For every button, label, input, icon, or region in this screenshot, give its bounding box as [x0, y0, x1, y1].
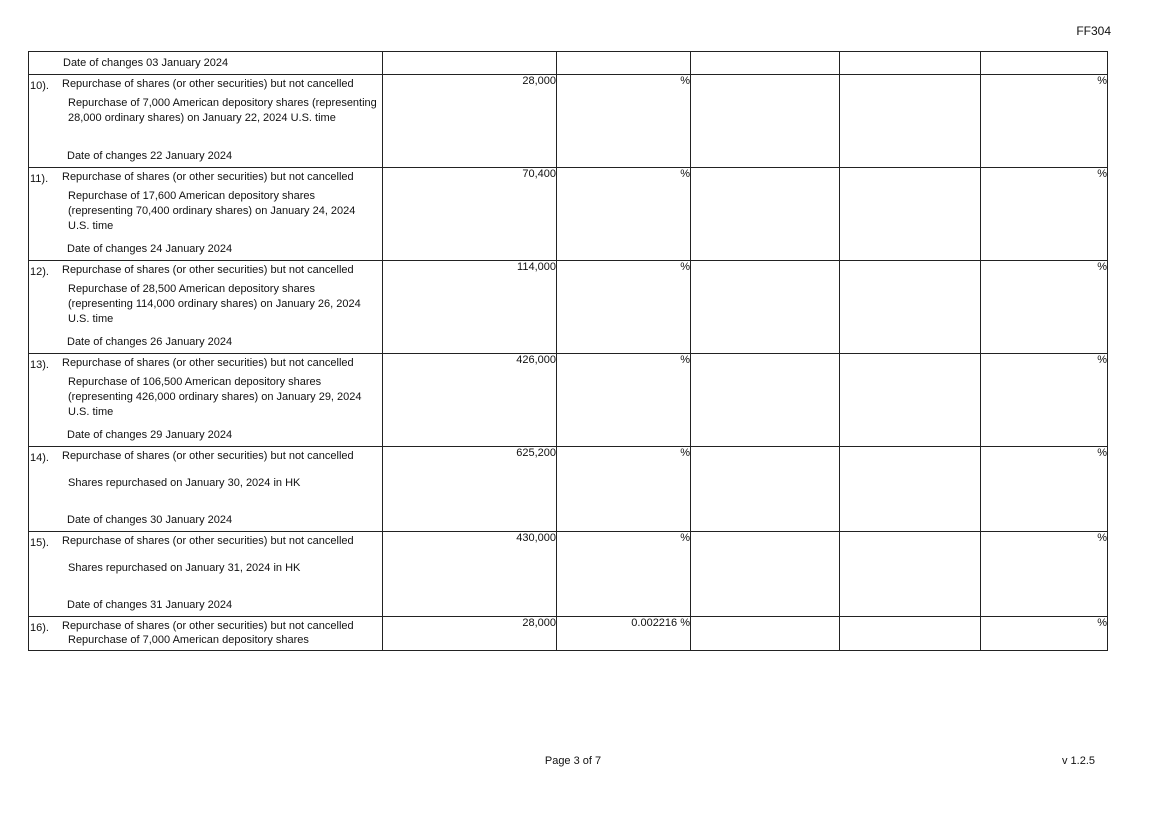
percent-cell-right: %: [981, 617, 1108, 651]
row-number: 16).: [30, 622, 49, 634]
row-detail: Repurchase of 106,500 American depository shares (representing 426,000 ordinary shares) on January 29, 2024 U.S. time: [68, 376, 362, 418]
date-of-changes: Date of changes 30 January 2024: [67, 514, 233, 526]
row-number: 10).: [30, 80, 49, 92]
row-action: Repurchase of shares (or other securities) but not cancelled: [62, 171, 354, 183]
row-detail: Repurchase of 7,000 American depository shares (representing 28,000 ordinary shares) on January 22, 2024 U.S. time: [68, 97, 377, 124]
row-action: Repurchase of shares (or other securities) but not cancelled: [62, 450, 354, 462]
row-detail: Repurchase of 28,500 American depository shares (representing 114,000 ordinary shares) on January 26, 2024 U.S. time: [68, 283, 361, 325]
table-row: [29, 447, 1108, 532]
row-action: Repurchase of shares (or other securities) but not cancelled: [62, 78, 354, 90]
shares-cell: 430,000: [383, 532, 557, 617]
table-row: [29, 168, 1108, 261]
row-detail: Repurchase of 7,000 American depository shares: [68, 634, 309, 646]
row-detail: Repurchase of 17,600 American depository shares (representing 70,400 ordinary shares) on January 24, 2024 U.S. time: [68, 190, 356, 232]
percent-cell-right: %: [981, 447, 1108, 532]
date-of-changes: Date of changes 26 January 2024: [67, 336, 233, 348]
table-row: [29, 532, 1108, 617]
row-number: 14).: [30, 452, 49, 464]
percent-cell: %: [557, 75, 691, 168]
form-version: v 1.2.5: [1061, 755, 1095, 767]
shares-cell: 114,000: [383, 261, 557, 354]
shares-cell: 70,400: [383, 168, 557, 261]
shares-cell: 625,200: [383, 447, 557, 532]
date-of-changes: Date of changes 22 January 2024: [67, 150, 233, 162]
date-of-changes: Date of changes 03 January 2024: [63, 57, 229, 69]
row-detail: Shares repurchased on January 31, 2024 in HK: [68, 562, 301, 574]
percent-cell-right: %: [981, 354, 1108, 447]
percent-cell: %: [557, 532, 691, 617]
table-row: [29, 617, 1108, 651]
form-code: FF304: [1076, 24, 1111, 38]
row-detail: Shares repurchased on January 30, 2024 in HK: [68, 477, 301, 489]
table-row: [29, 75, 1108, 168]
percent-cell: 0.002216 %: [557, 617, 691, 651]
date-of-changes: Date of changes 24 January 2024: [67, 243, 233, 255]
percent-cell-right: %: [981, 261, 1108, 354]
row-action: Repurchase of shares (or other securities) but not cancelled: [62, 357, 354, 369]
row-action: Repurchase of shares (or other securities) but not cancelled: [62, 264, 354, 276]
date-of-changes: Date of changes 31 January 2024: [67, 599, 233, 611]
changes-table: [28, 51, 1108, 651]
shares-cell: 28,000: [383, 75, 557, 168]
page-number: Page 3 of 7: [544, 755, 602, 767]
row-number: 11).: [30, 173, 49, 185]
percent-cell-right: %: [981, 532, 1108, 617]
percent-cell: %: [557, 261, 691, 354]
row-action: Repurchase of shares (or other securities) but not cancelled: [62, 620, 354, 632]
row-action: Repurchase of shares (or other securities) but not cancelled: [62, 535, 354, 547]
date-of-changes: Date of changes 29 January 2024: [67, 429, 233, 441]
row-number: 12).: [30, 266, 49, 278]
percent-cell: %: [557, 168, 691, 261]
shares-cell: 28,000: [383, 617, 557, 651]
table-row: [29, 354, 1108, 447]
percent-cell: %: [557, 354, 691, 447]
percent-cell-right: %: [981, 168, 1108, 261]
percent-cell-right: %: [981, 75, 1108, 168]
shares-cell: 426,000: [383, 354, 557, 447]
percent-cell: %: [557, 447, 691, 532]
row-number: 15).: [30, 537, 49, 549]
table-row-continued: [29, 52, 1108, 75]
table-row: [29, 261, 1108, 354]
row-number: 13).: [30, 359, 49, 371]
